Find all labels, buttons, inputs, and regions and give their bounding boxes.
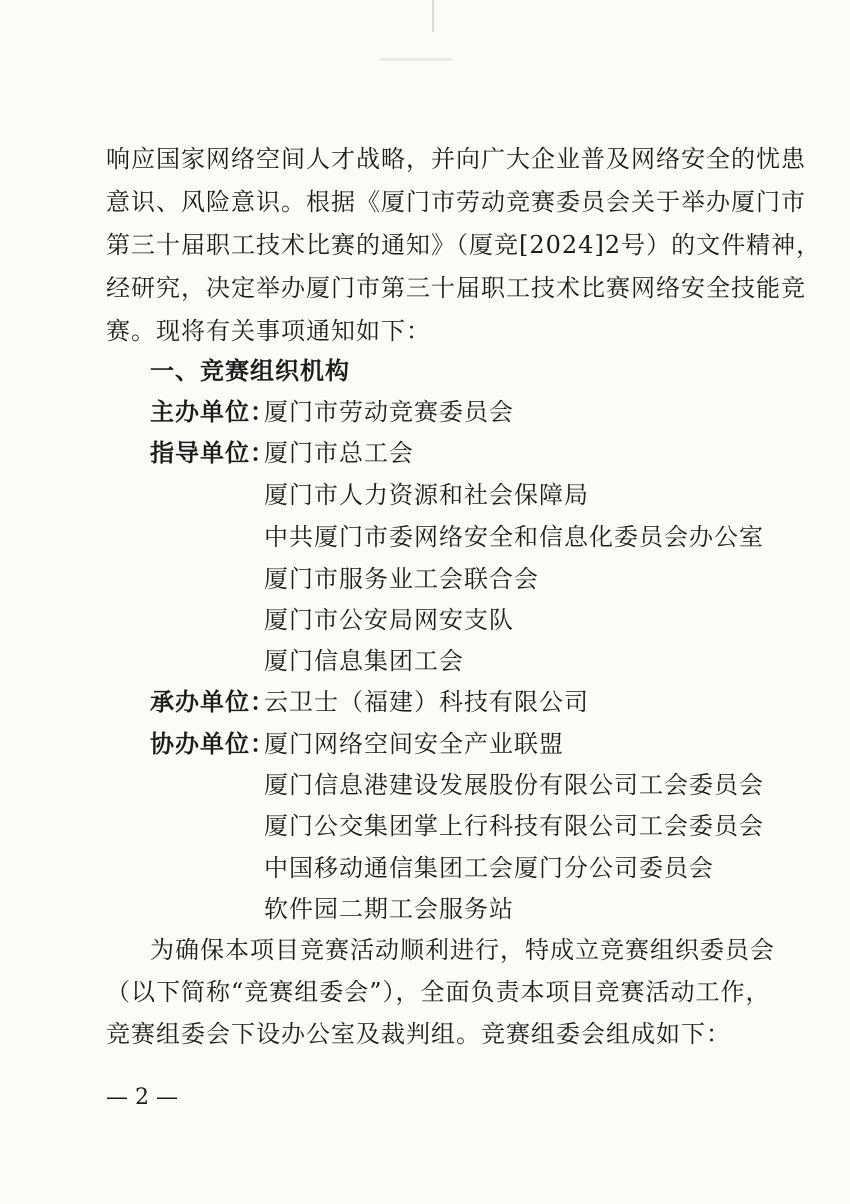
intro-line-1: 响应国家网络空间人才战略，并向广大企业普及网络安全的忧患	[106, 145, 806, 173]
section-heading-organization: 一、竞赛组织机构	[150, 357, 350, 385]
co-organizer-label: 协办单位：	[150, 730, 275, 758]
guide-item: 中共厦门市委网络安全和信息化委员会办公室	[264, 523, 764, 551]
scan-edge-mark	[432, 0, 434, 32]
intro-line-2: 意识、风险意识。根据《厦门市劳动竞赛委员会关于举办厦门市	[106, 188, 806, 216]
guide-item: 厦门市服务业工会联合会	[264, 565, 539, 593]
co-organizer-item: 中国移动通信集团工会厦门分公司委员会	[264, 854, 714, 882]
committee-line-1: 为确保本项目竞赛活动顺利进行，特成立竞赛组织委员会	[150, 936, 775, 964]
undertaker-value: 云卫士（福建）科技有限公司	[264, 688, 589, 716]
intro-line-5: 赛。现将有关事项通知如下：	[106, 317, 431, 345]
undertaker-label: 承办单位：	[150, 688, 275, 716]
guide-item: 厦门市公安局网安支队	[264, 606, 514, 634]
co-organizer-item: 厦门信息港建设发展股份有限公司工会委员会	[264, 771, 764, 799]
faint-scan-mark	[380, 58, 452, 61]
co-organizer-item: 软件园二期工会服务站	[264, 895, 514, 923]
guide-item: 厦门市人力资源和社会保障局	[264, 481, 589, 509]
guide-label: 指导单位：	[150, 439, 275, 467]
intro-line-4: 经研究，决定举办厦门市第三十届职工技术比赛网络安全技能竞	[106, 274, 806, 302]
co-organizer-item: 厦门公交集团掌上行科技有限公司工会委员会	[264, 812, 764, 840]
committee-line-2: （以下简称“竞赛组委会”），全面负责本项目竞赛活动工作，	[106, 978, 771, 1006]
host-label: 主办单位：	[150, 398, 275, 426]
intro-line-3: 第三十届职工技术比赛的通知》（厦竞[2024]2号）的文件精神，	[106, 231, 822, 259]
co-organizer-item: 厦门网络空间安全产业联盟	[264, 730, 564, 758]
host-value: 厦门市劳动竞赛委员会	[264, 398, 514, 426]
page-number: — 2 —	[106, 1085, 178, 1110]
guide-item: 厦门信息集团工会	[264, 647, 464, 675]
guide-item: 厦门市总工会	[264, 439, 414, 467]
committee-line-3: 竞赛组委会下设办公室及裁判组。竞赛组委会组成如下：	[106, 1020, 731, 1048]
